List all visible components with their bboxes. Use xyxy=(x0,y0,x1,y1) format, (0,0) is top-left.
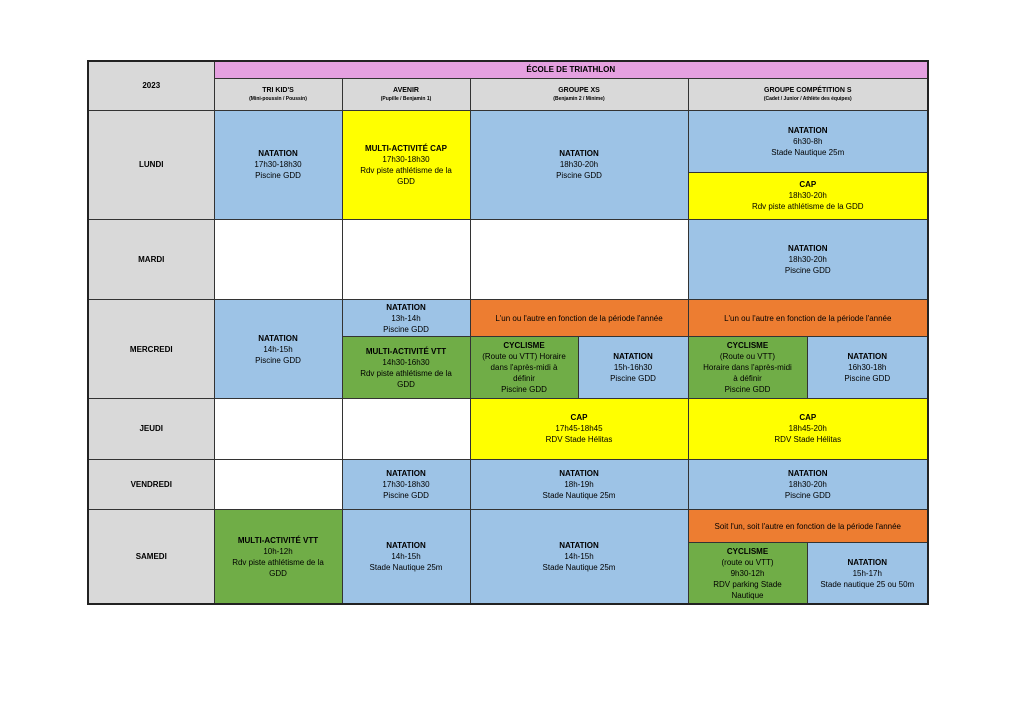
session-detail: à définir xyxy=(733,374,762,384)
session-time: 17h30-18h30 xyxy=(382,479,430,489)
session-place: Rdv piste athlétisme de la xyxy=(360,165,452,175)
group-subtitle: (Mini-poussin / Poussin) xyxy=(249,95,307,102)
session-title: NATATION xyxy=(787,244,828,254)
session-place-cont: Nautique xyxy=(731,590,764,600)
mardi-xs-empty xyxy=(470,220,688,300)
session-place: Stade Nautique 25m xyxy=(771,147,845,157)
session-place: Piscine GDD xyxy=(383,324,429,334)
session-time: 14h-15h xyxy=(263,344,293,354)
session-place: Piscine GDD xyxy=(501,385,547,395)
mercredi-xs-note: L'un ou l'autre en fonction de la période l'année xyxy=(470,300,688,337)
session-title: NATATION xyxy=(258,333,298,343)
session-place: Rdv piste athlétisme de la GDD xyxy=(751,202,864,212)
session-detail: dans l'après-midi à xyxy=(490,363,558,373)
group-header-s xyxy=(688,78,928,110)
session-place: Piscine GDD xyxy=(844,374,891,384)
session-place: RDV Stade Hélitas xyxy=(545,435,613,445)
session-place-cont: GDD xyxy=(397,379,415,389)
session-place: Piscine GDD xyxy=(784,266,831,276)
vendredi-avenir-natation xyxy=(342,459,470,509)
session-place: Piscine GDD xyxy=(383,490,429,500)
session-time: 16h30-18h xyxy=(848,363,887,373)
samedi-s-note: Soit l'un, soit l'autre en fonction de la période l'année xyxy=(688,510,928,543)
mercredi-s-cyclisme xyxy=(688,337,807,398)
mercredi-trikids-natation xyxy=(214,300,342,398)
session-time: 18h-19h xyxy=(564,479,594,489)
session-title: CYCLISME xyxy=(726,546,769,556)
samedi-trikids-vtt xyxy=(214,510,342,604)
year-cell: 2023 xyxy=(88,61,214,110)
session-place: Piscine GDD xyxy=(724,385,771,395)
session-title: MULTI-ACTIVITÉ VTT xyxy=(237,535,319,545)
session-place-cont: GDD xyxy=(269,568,287,578)
session-title: NATATION xyxy=(258,149,298,159)
samedi-s-natation xyxy=(807,543,928,604)
mardi-trikids-empty xyxy=(214,220,342,300)
vendredi-xs-natation xyxy=(470,459,688,509)
session-title: NATATION xyxy=(847,557,888,567)
vendredi-s-natation xyxy=(688,459,928,509)
session-place-cont: GDD xyxy=(397,176,415,186)
session-place: Rdv piste athlétisme de la xyxy=(232,557,324,567)
session-time: 18h30-20h xyxy=(559,160,599,170)
session-place: Stade Nautique 25m xyxy=(542,563,616,573)
mercredi-xs-cyclisme xyxy=(470,337,578,398)
lundi-s-cap xyxy=(688,172,928,219)
session-time: 13h-14h xyxy=(391,313,421,323)
session-place: Piscine GDD xyxy=(610,374,656,384)
session-time: 17h45-18h45 xyxy=(555,424,603,434)
mercredi-xs-natation xyxy=(578,337,688,398)
day-jeudi: JEUDI xyxy=(88,398,214,459)
session-time: 14h30-16h30 xyxy=(382,357,430,367)
session-title: NATATION xyxy=(559,468,599,478)
session-time: 15h-16h30 xyxy=(613,363,653,373)
session-title: NATATION xyxy=(787,468,828,478)
day-vendredi: VENDREDI xyxy=(88,459,214,509)
session-title: NATATION xyxy=(386,302,426,312)
group-subtitle: (Cadet / Junior / Athlète des équipes) xyxy=(763,95,852,102)
group-name: AVENIR xyxy=(393,86,419,94)
session-time: 14h-15h xyxy=(391,552,421,562)
session-title: NATATION xyxy=(847,352,888,362)
session-place: Piscine GDD xyxy=(556,171,602,181)
group-name: TRI KID'S xyxy=(262,86,294,94)
session-title: CAP xyxy=(570,413,588,423)
lundi-trikids-natation xyxy=(214,110,342,219)
session-title: NATATION xyxy=(787,125,828,135)
session-title: NATATION xyxy=(386,541,426,551)
session-detail: définir xyxy=(513,374,535,384)
session-detail: (Route ou VTT) xyxy=(719,352,776,362)
group-header-trikids xyxy=(214,78,342,110)
session-place: Rdv piste athlétisme de la xyxy=(360,368,452,378)
jeudi-xs-cap xyxy=(470,398,688,459)
jeudi-s-cap xyxy=(688,398,928,459)
jeudi-avenir-empty xyxy=(342,398,470,459)
session-title: MULTI-ACTIVITÉ VTT xyxy=(365,346,447,356)
lundi-s-natation xyxy=(688,110,928,172)
group-header-avenir xyxy=(342,78,470,110)
mardi-avenir-empty xyxy=(342,220,470,300)
lundi-avenir-cap xyxy=(342,110,470,219)
session-title: CYCLISME xyxy=(726,341,769,351)
session-title: CAP xyxy=(799,180,817,190)
mercredi-s-note: L'un ou l'autre en fonction de la période l'année xyxy=(688,300,928,337)
session-place: Piscine GDD xyxy=(255,171,301,181)
mercredi-s-natation xyxy=(807,337,928,398)
session-place: Stade nautique 25 ou 50m xyxy=(820,579,915,589)
triathlon-schedule-table xyxy=(87,60,929,605)
group-name: GROUPE COMPÉTITION S xyxy=(764,86,852,94)
session-title: NATATION xyxy=(559,149,599,159)
mercredi-avenir-natation xyxy=(342,300,470,337)
session-time: 10h-12h xyxy=(263,546,293,556)
session-title: NATATION xyxy=(386,468,426,478)
jeudi-trikids-empty xyxy=(214,398,342,459)
mercredi-avenir-vtt xyxy=(342,337,470,398)
group-subtitle: (Pupille / Benjamin 1) xyxy=(380,95,432,102)
samedi-s-cyclisme xyxy=(688,543,807,604)
samedi-xs-natation xyxy=(470,510,688,604)
group-header-xs xyxy=(470,78,688,110)
day-mercredi: MERCREDI xyxy=(88,300,214,398)
session-place: RDV Stade Hélitas xyxy=(774,435,842,445)
session-title: NATATION xyxy=(613,352,653,362)
session-place: Piscine GDD xyxy=(255,355,301,365)
session-time: 9h30-12h xyxy=(730,568,765,578)
day-lundi: LUNDI xyxy=(88,110,214,219)
session-time: 17h30-18h30 xyxy=(254,160,302,170)
session-place: Stade Nautique 25m xyxy=(542,490,616,500)
session-time: 15h-17h xyxy=(852,568,882,578)
session-title: MULTI-ACTIVITÉ CAP xyxy=(364,143,448,153)
group-subtitle: (Benjamin 2 / Minime) xyxy=(553,95,605,102)
session-detail: (Route ou VTT) Horaire xyxy=(482,352,566,362)
group-name: GROUPE XS xyxy=(558,86,600,94)
session-time: 18h30-20h xyxy=(788,479,827,489)
session-time: 18h30-20h xyxy=(788,191,827,201)
session-time: 18h30-20h xyxy=(788,255,827,265)
session-title: CAP xyxy=(799,413,817,423)
session-place: Stade Nautique 25m xyxy=(369,563,443,573)
session-title: NATATION xyxy=(559,541,599,551)
session-time: 17h30-18h30 xyxy=(382,154,430,164)
lundi-xs-natation xyxy=(470,110,688,219)
school-banner: ÉCOLE DE TRIATHLON xyxy=(214,61,928,78)
session-time: 6h30-8h xyxy=(793,136,823,146)
samedi-avenir-natation xyxy=(342,510,470,604)
session-detail: (route ou VTT) xyxy=(721,557,774,567)
session-place: RDV parking Stade xyxy=(713,579,782,589)
day-mardi: MARDI xyxy=(88,220,214,300)
session-time: 14h-15h xyxy=(564,552,594,562)
mardi-s-natation xyxy=(688,220,928,300)
session-place: Piscine GDD xyxy=(784,490,831,500)
session-detail: Horaire dans l'après-midi xyxy=(703,363,792,373)
session-time: 18h45-20h xyxy=(788,424,827,434)
vendredi-trikids-empty xyxy=(214,459,342,509)
day-samedi: SAMEDI xyxy=(88,510,214,604)
session-title: CYCLISME xyxy=(503,341,545,351)
